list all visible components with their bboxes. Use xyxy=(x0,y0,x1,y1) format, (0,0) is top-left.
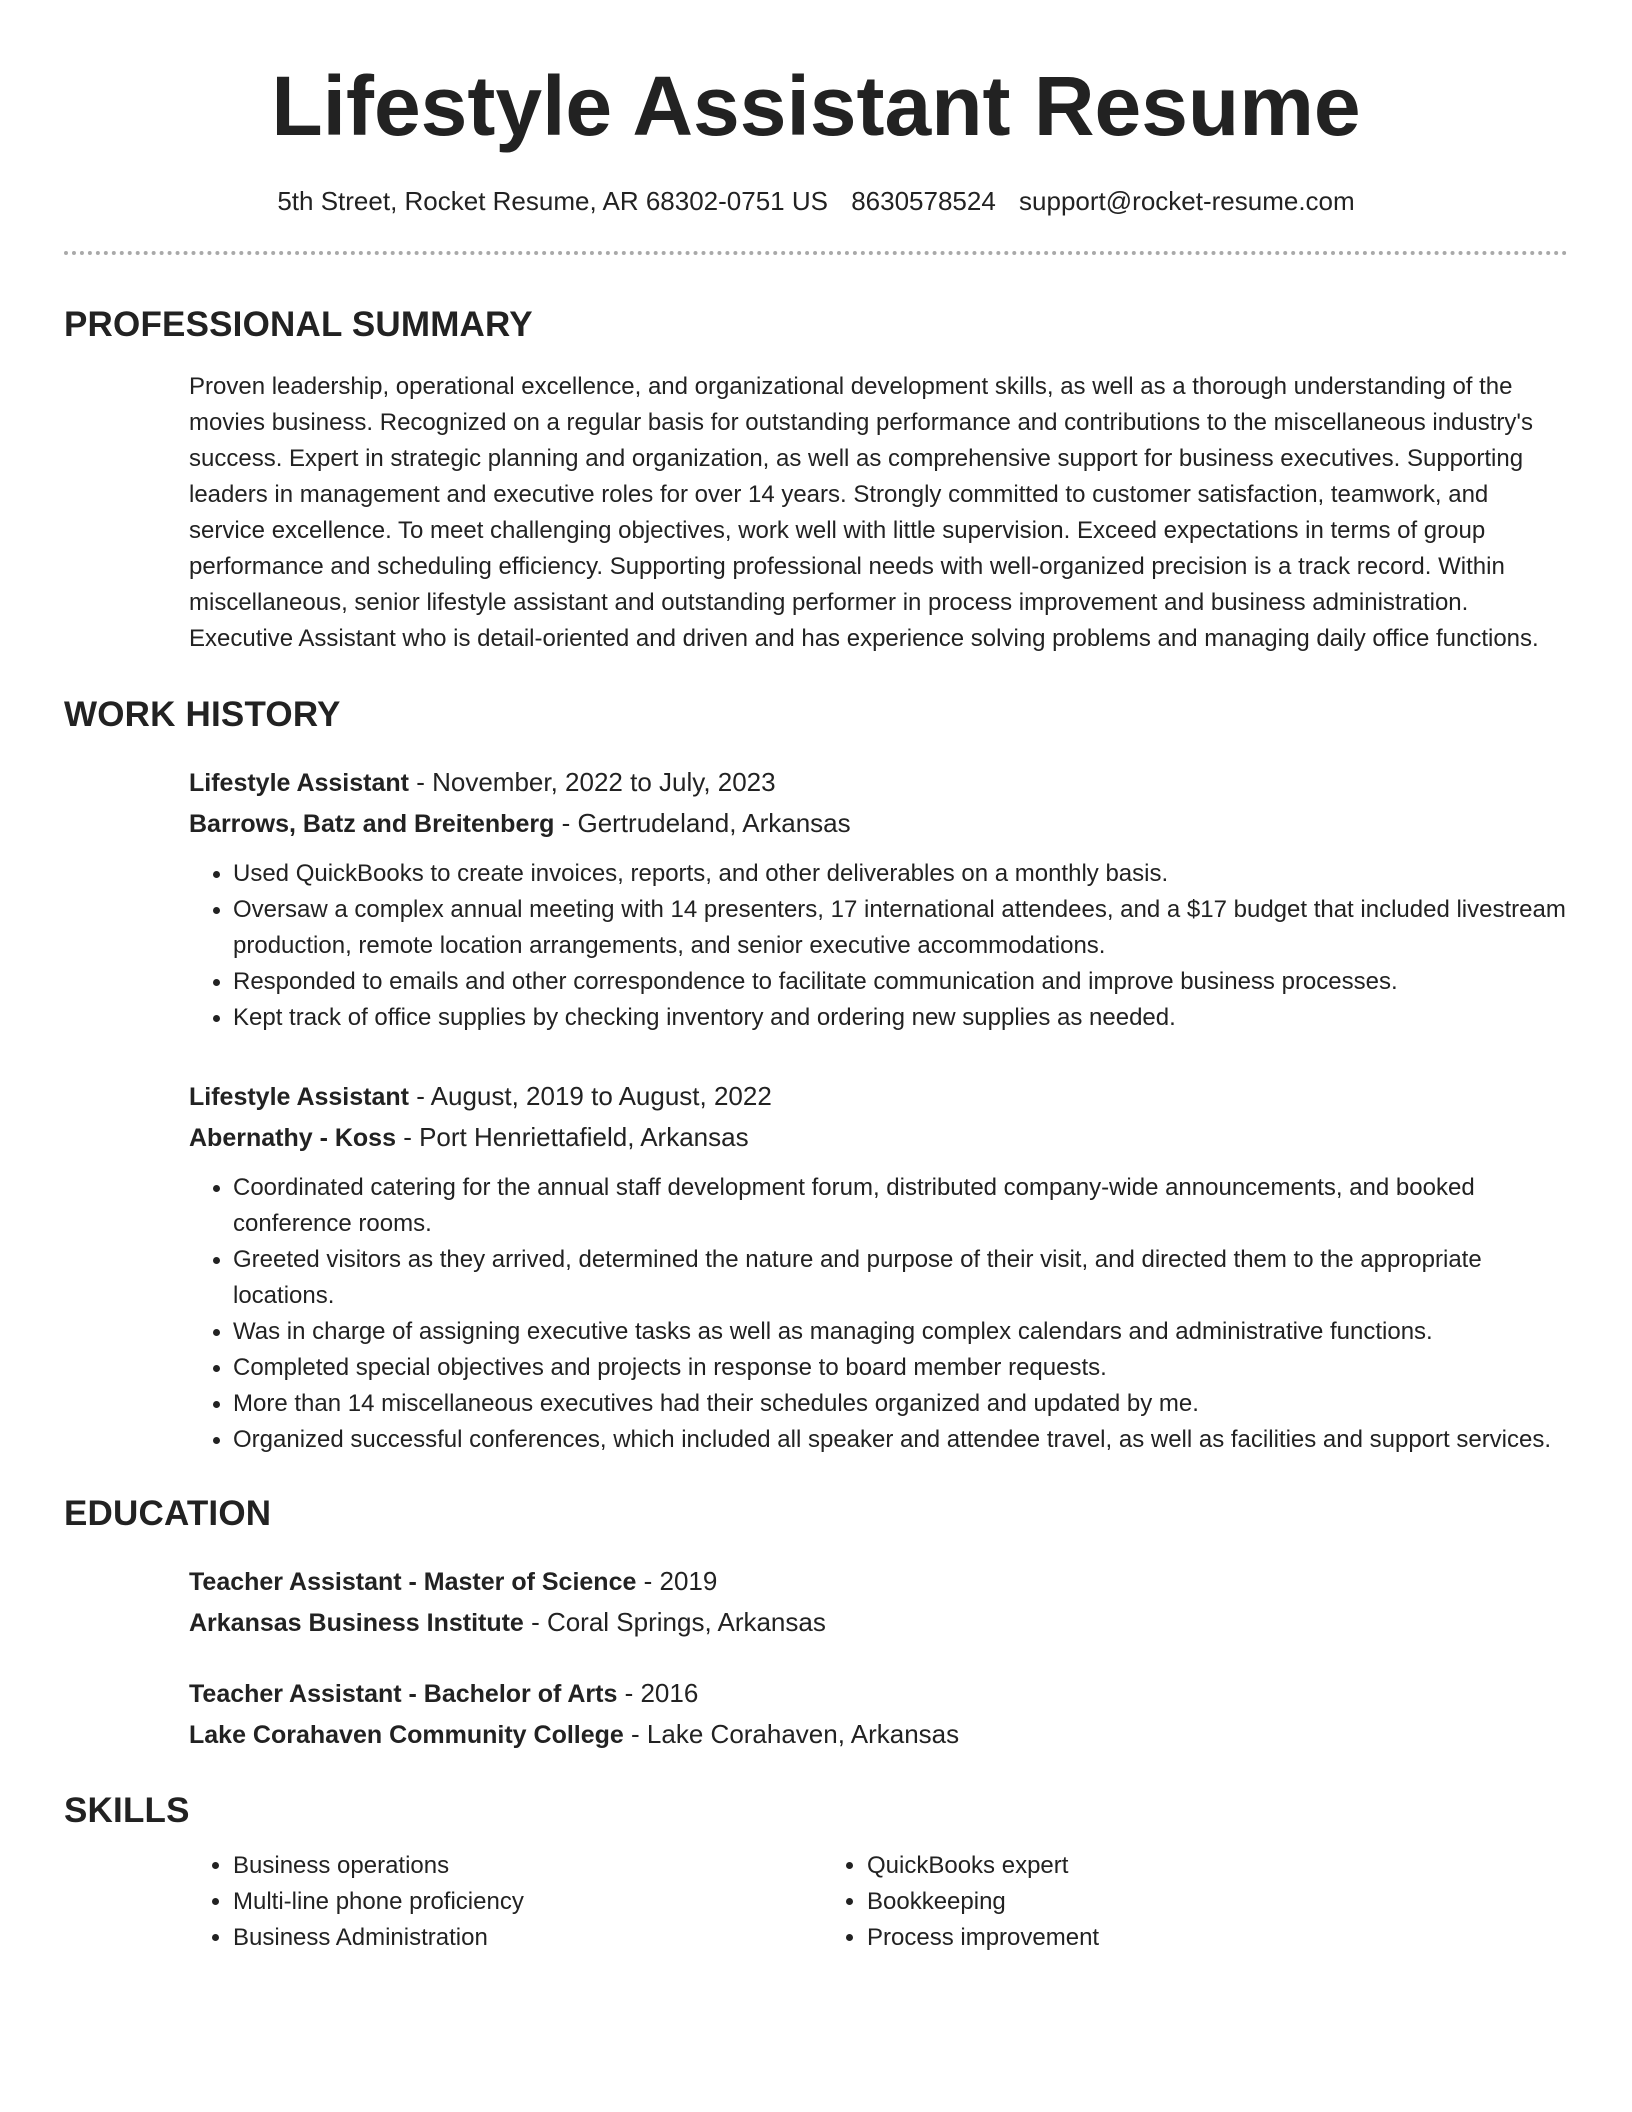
job-location: - Port Henriettafield, Arkansas xyxy=(395,1122,749,1153)
school-location: - Coral Springs, Arkansas xyxy=(523,1607,826,1638)
school: Lake Corahaven Community College xyxy=(189,1721,624,1750)
school-line xyxy=(189,1714,1568,1755)
job-entry xyxy=(189,762,1568,1036)
degree-line xyxy=(189,1561,1568,1602)
skill-item: • QuickBooks expert xyxy=(867,1848,1457,1884)
summary-section xyxy=(64,307,1568,657)
school-location: - Lake Corahaven, Arkansas xyxy=(623,1719,960,1750)
education-section xyxy=(64,1496,1568,1755)
list-item: • More than 14 miscellaneous executives had their schedules organized and updated by me. xyxy=(233,1386,1568,1422)
job-company-line xyxy=(189,1117,1568,1158)
list-item: • Organized successful conferences, which included all speaker and attendee travel, as well as facilities and support services. xyxy=(233,1422,1568,1458)
skills-list-left xyxy=(189,1848,823,1956)
list-item: • Used QuickBooks to create invoices, reports, and other deliverables on a monthly basis. xyxy=(233,856,1568,892)
job-dates: - August, 2019 to August, 2022 xyxy=(408,1081,772,1112)
degree-year: - 2016 xyxy=(617,1678,699,1709)
contact-address: 5th Street, Rocket Resume, AR 68302-0751 US xyxy=(277,186,828,216)
list-item: • Oversaw a complex annual meeting with 14 presenters, 17 international attendees, and a $17 budget that included livestream production, remote location arrangements, and senior executive accommodations. xyxy=(233,892,1568,964)
skill-item: • Bookkeeping xyxy=(867,1884,1457,1920)
skills-section xyxy=(64,1793,1568,1956)
work-history-heading: WORK HISTORY xyxy=(64,695,341,735)
education-entry xyxy=(189,1673,1568,1755)
job-title: Lifestyle Assistant xyxy=(189,1083,409,1112)
list-item: • Completed special objectives and projects in response to board member requests. xyxy=(233,1350,1568,1386)
degree: Teacher Assistant - Bachelor of Arts xyxy=(189,1680,618,1709)
job-bullets xyxy=(189,1170,1568,1458)
list-item: • Responded to emails and other correspondence to facilitate communication and improve business processes. xyxy=(233,964,1568,1000)
header-divider xyxy=(64,251,1568,255)
job-company: Abernathy - Koss xyxy=(189,1124,396,1153)
contact-info xyxy=(64,186,1568,217)
job-title-line xyxy=(189,1076,1568,1117)
education-heading: EDUCATION xyxy=(64,1494,272,1534)
list-item: • Coordinated catering for the annual staff development forum, distributed company-wide announcements, and booked conference rooms. xyxy=(233,1170,1568,1242)
contact-email: support@rocket-resume.com xyxy=(1019,186,1355,216)
job-location: - Gertrudeland, Arkansas xyxy=(554,808,851,839)
resume-title: Lifestyle Assistant Resume xyxy=(271,59,1361,153)
job-dates: - November, 2022 to July, 2023 xyxy=(408,767,776,798)
list-item: • Greeted visitors as they arrived, determined the nature and purpose of their visit, and directed them to the appropriate locations. xyxy=(233,1242,1568,1314)
skills-heading: SKILLS xyxy=(64,1791,190,1831)
school: Arkansas Business Institute xyxy=(189,1609,524,1638)
skill-item: • Process improvement xyxy=(867,1920,1457,1956)
school-line xyxy=(189,1602,1568,1643)
skill-item: • Business operations xyxy=(233,1848,823,1884)
skills-columns xyxy=(189,1848,1568,1956)
job-company-line xyxy=(189,803,1568,844)
degree-year: - 2019 xyxy=(636,1566,718,1597)
job-title-line xyxy=(189,762,1568,803)
job-entry xyxy=(189,1076,1568,1458)
job-bullets xyxy=(189,856,1568,1036)
contact-phone: 8630578524 xyxy=(851,186,996,216)
job-title: Lifestyle Assistant xyxy=(189,769,409,798)
job-company: Barrows, Batz and Breitenberg xyxy=(189,810,555,839)
skill-item: • Multi-line phone proficiency xyxy=(233,1884,823,1920)
degree-line xyxy=(189,1673,1568,1714)
work-history-section xyxy=(64,697,1568,1458)
list-item: • Was in charge of assigning executive tasks as well as managing complex calendars and administrative functions. xyxy=(233,1314,1568,1350)
summary-heading: PROFESSIONAL SUMMARY xyxy=(64,305,533,345)
list-item: • Kept track of office supplies by checking inventory and ordering new supplies as needed. xyxy=(233,1000,1568,1036)
degree: Teacher Assistant - Master of Science xyxy=(189,1568,637,1597)
education-entry xyxy=(189,1561,1568,1643)
skill-item: • Business Administration xyxy=(233,1920,823,1956)
skills-list-right xyxy=(823,1848,1457,1956)
summary-text: Proven leadership, operational excellence, and organizational development skills, as well as a thorough understanding of the movies business. Recognized on a regular basis for outstanding performance and contributions to the miscellaneous industry's success. Expert in strategic planning and organization, as well as comprehensive support for business executives. Supporting leaders in management and executive roles for over 14 years. Strongly committed to customer satisfaction, teamwork, and service excellence. To meet challenging objectives, work well with little supervision. Exceed expectations in terms of group performance and scheduling efficiency. Supporting professional needs with well-organized precision is a track record. Within miscellaneous, senior lifestyle assistant and outstanding performer in process improvement and business administration. Executive Assistant who is detail-oriented and driven and has experience solving problems and managing daily office functions. xyxy=(189,373,1539,653)
